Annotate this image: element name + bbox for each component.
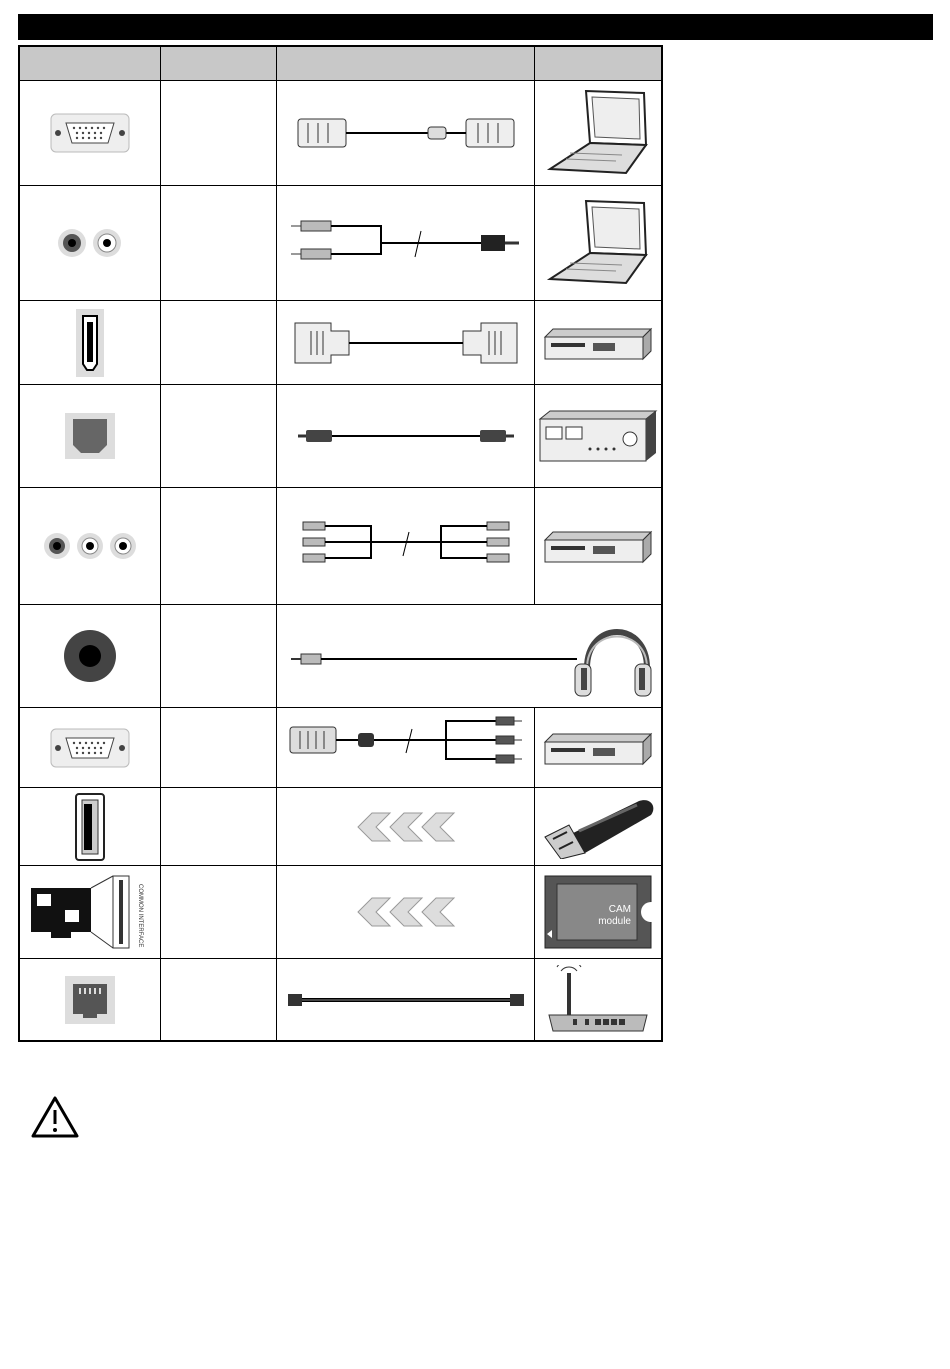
connections-table: [18, 45, 663, 1042]
optical-cable-icon: [277, 385, 534, 487]
audio-rca-2-port-icon: [20, 186, 160, 300]
ethernet-port-icon: [20, 959, 160, 1040]
vga-to-rca-cable-icon: [277, 708, 534, 787]
ethernet-cable-icon: [277, 959, 534, 1040]
amplifier-icon: [535, 385, 661, 487]
vga-cable-icon: [277, 81, 534, 185]
hdmi-port-icon: [20, 301, 160, 384]
cam-label-line2: module: [598, 916, 631, 927]
headphone-port-icon: [20, 605, 160, 707]
headphones-icon: [575, 632, 651, 696]
rca-to-jack-cable-icon: [277, 186, 534, 300]
usb-port-icon: [20, 788, 160, 865]
insert-arrows-icon: [277, 866, 534, 958]
warning-triangle-icon: [30, 1094, 80, 1140]
headphone-cable-icon: [277, 605, 661, 707]
section-title-bar: [18, 14, 933, 40]
dvd-player-icon: [535, 708, 661, 787]
ci-slot-tv-icon: [20, 866, 160, 958]
router-icon: [535, 959, 661, 1040]
vga-port-icon: [20, 81, 160, 185]
insert-arrows-icon: [277, 788, 534, 865]
component-vga-port-icon: [20, 708, 160, 787]
usb-stick-icon: [535, 788, 661, 865]
laptop-icon: [535, 186, 661, 300]
ci-label: COMMON INTERFACE: [137, 884, 143, 948]
optical-port-icon: [20, 385, 160, 487]
cam-module-icon: [535, 866, 661, 958]
laptop-icon: [535, 81, 661, 185]
av-rca-3-port-icon: [20, 488, 160, 604]
cam-label-line1: CAM: [608, 904, 631, 915]
table-header: [20, 47, 661, 81]
hdmi-cable-icon: [277, 301, 534, 384]
dvd-player-icon: [535, 488, 661, 604]
blu-ray-player-icon: [535, 301, 661, 384]
av-rca-cable-icon: [277, 488, 534, 604]
